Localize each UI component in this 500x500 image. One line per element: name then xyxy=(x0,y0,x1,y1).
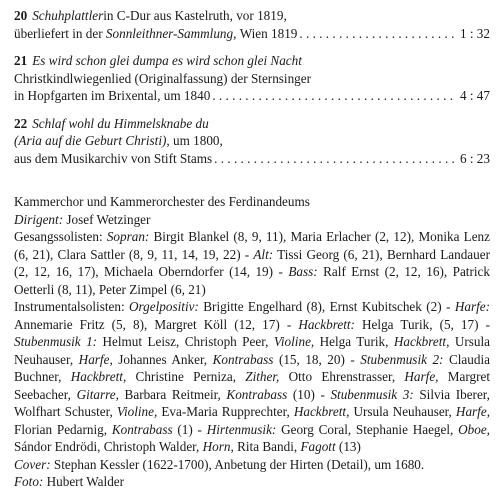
track-title: Schlaf wohl du Himmelsknabe du xyxy=(32,115,209,131)
alto-label: Alt: xyxy=(253,246,274,262)
instrumental-soloists xyxy=(14,298,490,456)
soprano-label: Sopran: xyxy=(106,229,150,244)
track-line xyxy=(14,150,490,168)
conductor-line xyxy=(14,211,490,229)
ensemble-label: Hirtenmusik: xyxy=(206,421,277,437)
performer-names: Florian Pedarnig, xyxy=(14,421,112,437)
dot-leader xyxy=(299,25,456,43)
instrument-label: Harfe, xyxy=(455,404,490,419)
vocal-soloists-heading: Gesangssolisten: xyxy=(14,229,107,244)
performer-names: Christine Perniza, xyxy=(126,369,246,384)
track-source-text: überliefert in der xyxy=(14,25,103,41)
track-line xyxy=(14,87,490,105)
photo-text: Hubert Walder xyxy=(43,474,125,489)
track-subtitle: (Aria auf die Geburt Christi) xyxy=(14,133,167,148)
instrument-label: Harfe, xyxy=(404,369,439,384)
ensemble-label: Stubenmusik 3: xyxy=(330,386,414,402)
track-title-rest: in C-Dur aus Kastelruth, vor 1819, xyxy=(103,8,287,23)
instrument-label: Kontrabass xyxy=(226,386,288,402)
performer-names: Otto Ehrenstrasser, xyxy=(279,369,405,384)
ensemble: Kammerchor und Kammerorchester des Ferdinandeums xyxy=(14,194,310,209)
performer-names: Helga Turik, (5, 17) - xyxy=(354,316,490,332)
instrument-label: Violine, xyxy=(273,334,315,349)
instrument-label: Oboe, xyxy=(458,421,490,437)
performer-names: (15, 18, 20) - xyxy=(273,351,361,367)
track-line xyxy=(14,115,490,133)
track-description: Christkindlwiegenlied (Originalfassung) der Sternsinger xyxy=(14,70,312,86)
instrument-label: Kontrabass xyxy=(111,421,173,437)
track-21 xyxy=(14,52,490,105)
track-22 xyxy=(14,115,490,168)
performer-names: Margret Seebacher, xyxy=(14,369,490,402)
instrument-label: Violine, xyxy=(116,404,158,419)
performer-names: Eva-Maria Rupprechter, xyxy=(157,404,294,419)
cover-text: Stephan Kessler (1622-1700), Anbetung der Hirten (Detail), um 1680. xyxy=(50,456,425,472)
performer-names: Georg Coral, Stephanie Haegel, xyxy=(276,421,459,437)
track-duration: 4 : 47 xyxy=(459,88,490,103)
instrument-label: Hackbrett, xyxy=(393,334,450,349)
performer-names: Brigitte Engelhard (8), Ernst Kubitschek (2) - xyxy=(198,299,455,314)
track-line xyxy=(14,132,490,150)
cover-label: Cover: xyxy=(14,456,51,472)
instrument-label: Hackbrett: xyxy=(298,316,355,332)
instrument-label: Gitarre, xyxy=(76,386,119,402)
track-date: , um 1800, xyxy=(166,133,223,148)
performer-names: Claudia Buchner, xyxy=(14,351,490,384)
dot-leader xyxy=(212,87,456,105)
performer-names: Ursula Neuhauser, xyxy=(14,334,490,367)
photo-credit xyxy=(14,473,490,491)
bass-label: Bass: xyxy=(288,264,318,279)
conductor-label: Dirigent: xyxy=(14,211,64,227)
track-number: 20 xyxy=(14,8,28,23)
instrument-label: Zither, xyxy=(245,369,280,384)
alto-names: Tissi Georg (6, 21), Bernhard Landauer (2, 12, 16, 17), Michaela Oberndorfer (14, 19) - xyxy=(14,246,490,279)
instrumental-heading: Instrumentalsolisten: xyxy=(14,299,130,314)
instrument-label: Horn, xyxy=(202,439,234,454)
instrument-label: Kontrabass xyxy=(212,351,274,367)
performer-names: (1) - xyxy=(172,421,207,437)
performer-names: Sándor Endrödi, Christoph Walder, xyxy=(14,439,203,454)
track-source-place: Wien 1819 xyxy=(239,25,298,41)
dot-leader xyxy=(214,150,456,168)
performer-names: Ursula Neuhauser, xyxy=(349,404,456,419)
credits xyxy=(14,193,490,491)
ensemble-label: Stubenmusik 1: xyxy=(14,334,98,349)
performer-names: Helmut Leisz, Christoph Peer, xyxy=(97,334,274,349)
instrument-label: Fagott xyxy=(300,439,336,454)
performer-names: Annemarie Fritz (5, 8), Margret Köll (12, 17) - xyxy=(14,316,299,332)
photo-label: Foto: xyxy=(14,474,44,489)
instrument-label: Hackbrett, xyxy=(70,369,127,384)
performer-names: Rita Bandi, xyxy=(233,439,301,454)
track-line xyxy=(14,52,490,70)
track-line xyxy=(14,7,490,25)
ensemble-label: Stubenmusik 2: xyxy=(360,351,444,367)
conductor-name: Josef Wetzinger xyxy=(63,211,151,227)
track-20 xyxy=(14,7,490,42)
instrument-label: Harfe, xyxy=(78,351,113,367)
track-duration: 6 : 23 xyxy=(459,150,490,166)
instrument-label: Orgelpositiv: xyxy=(129,299,199,314)
track-source-collection: Sonnleithner-Sammlung, xyxy=(105,25,237,41)
track-number: 21 xyxy=(14,53,28,68)
cover-credit xyxy=(14,456,490,474)
track-title: Schuhplattler xyxy=(32,8,104,23)
track-number: 22 xyxy=(14,115,28,131)
track-origin: in Hopfgarten im Brixental, um 1840 xyxy=(14,88,211,103)
vocal-soloists xyxy=(14,228,490,298)
track-title: Es wird schon glei dumpa es wird schon glei Nacht xyxy=(32,53,302,68)
performer-names: Helga Turik, xyxy=(314,334,394,349)
performer-names: Silvia Iberer, Wolfhart Schuster, xyxy=(14,386,490,419)
performer-names: Johannes Anker, xyxy=(112,351,213,367)
performer-names: Barbara Reitmeir, xyxy=(118,386,227,402)
instrument-label: Hackbrett, xyxy=(293,404,350,419)
soprano-names: Birgit Blankel (8, 9, 11), Maria Erlacher (2, 12), Monika Lenz (6, 21), Clara Sattler (8, 9, 11, 14, 19, 22) - xyxy=(14,229,490,262)
performer-names: (10) - xyxy=(287,386,331,402)
track-origin: aus dem Musikarchiv von Stift Stams xyxy=(14,150,213,166)
bass-names: Ralf Ernst (2, 12, 16), Patrick Oetterli (8, 11), Peter Zimpel (6, 21) xyxy=(14,264,490,297)
instrument-label: Harfe: xyxy=(454,299,490,314)
track-duration: 1 : 32 xyxy=(459,25,490,41)
performer-names: (13) xyxy=(335,439,361,454)
track-line xyxy=(14,70,490,88)
track-line xyxy=(14,25,490,43)
